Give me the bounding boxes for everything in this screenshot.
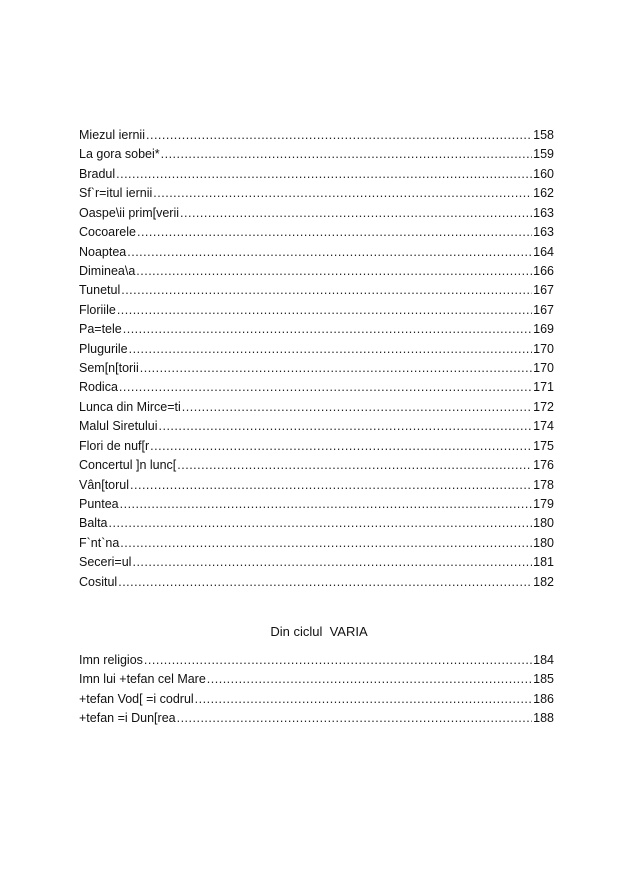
- dot-leader: [161, 145, 533, 164]
- dot-leader: [159, 417, 533, 436]
- dot-leader: [146, 126, 532, 145]
- dot-leader: [177, 709, 533, 728]
- toc-entry: [79, 301, 554, 320]
- dot-leader: [127, 243, 532, 262]
- dot-leader: [130, 476, 532, 495]
- toc-entry-page-number: 169: [533, 322, 554, 337]
- toc-entry: [79, 378, 554, 397]
- toc-entry-title: Imn lui +tefan cel Mare: [79, 672, 206, 687]
- toc-entry-title: Sf`r=itul iernii: [79, 186, 153, 201]
- toc-entry-page-number: 174: [533, 419, 554, 434]
- toc-entry-page-number: 178: [533, 477, 554, 492]
- toc-entry-page-number: 160: [533, 166, 554, 181]
- toc-entry-title: Puntea: [79, 497, 119, 512]
- table-of-contents: [79, 126, 554, 592]
- toc-entry: [79, 223, 554, 242]
- dot-leader: [136, 262, 532, 281]
- toc-entry-title: La gora sobei*: [79, 147, 160, 162]
- dot-leader: [121, 281, 532, 300]
- dot-leader: [116, 165, 532, 184]
- toc-entry: [79, 437, 554, 456]
- dot-leader: [180, 204, 532, 223]
- toc-entry: [79, 262, 554, 281]
- toc-entry-title: Oaspe\ii prim[verii: [79, 205, 180, 220]
- dot-leader: [144, 651, 532, 670]
- toc-entry: [79, 165, 554, 184]
- dot-leader: [182, 398, 532, 417]
- toc-entry-title: Sem[n[torii: [79, 361, 139, 376]
- dot-leader: [118, 573, 532, 592]
- toc-entry-title: +tefan =i Dun[rea: [79, 711, 176, 726]
- toc-entry-page-number: 181: [533, 555, 554, 570]
- toc-entry-page-number: 171: [533, 380, 554, 395]
- toc-entry-title: Diminea\a: [79, 263, 136, 278]
- toc-entry-page-number: 167: [533, 283, 554, 298]
- toc-entry-title: Seceri=ul: [79, 555, 132, 570]
- toc-entry: [79, 145, 554, 164]
- toc-entry-page-number: 180: [533, 516, 554, 531]
- toc-entry-title: +tefan Vod[ =i codrul: [79, 691, 194, 706]
- dot-leader: [129, 340, 533, 359]
- toc-entry-title: Floriile: [79, 302, 116, 317]
- toc-entry-page-number: 163: [533, 225, 554, 240]
- dot-leader: [140, 359, 532, 378]
- toc-entry-page-number: 176: [533, 458, 554, 473]
- toc-entry: [79, 553, 554, 572]
- toc-entry-title: Imn religios: [79, 653, 143, 667]
- toc-entry-title: Miezul iernii: [79, 128, 145, 142]
- toc-entry-page-number: 170: [533, 361, 554, 376]
- toc-entry-title: Vân[torul: [79, 477, 130, 492]
- varia-table-of-contents: [79, 651, 554, 729]
- toc-entry-page-number: 186: [533, 691, 554, 706]
- toc-entry-title: Plugurile: [79, 341, 128, 356]
- toc-entry: [79, 709, 554, 728]
- toc-entry: [79, 456, 554, 475]
- dot-leader: [117, 301, 532, 320]
- dot-leader: [150, 437, 532, 456]
- toc-entry: [79, 417, 554, 436]
- toc-entry-title: Noaptea: [79, 244, 127, 259]
- toc-entry: [79, 476, 554, 495]
- dot-leader: [153, 184, 532, 203]
- toc-entry-title: Pa=tele: [79, 322, 122, 337]
- toc-entry-page-number: 179: [533, 497, 554, 512]
- toc-entry-page-number: 172: [533, 399, 554, 414]
- toc-entry-title: Cocoarele: [79, 225, 136, 240]
- toc-entry-page-number: 170: [533, 341, 554, 356]
- toc-entry-page-number: 159: [533, 147, 554, 162]
- toc-entry: [79, 670, 554, 689]
- toc-entry: [79, 243, 554, 262]
- toc-entry-page-number: 188: [533, 711, 554, 726]
- dot-leader: [177, 456, 532, 475]
- toc-entry: [79, 495, 554, 514]
- toc-entry: [79, 514, 554, 533]
- toc-entry-title: F`nt`na: [79, 535, 120, 550]
- toc-entry-page-number: 175: [533, 438, 554, 453]
- dot-leader: [207, 670, 532, 689]
- section-heading: Din ciclul VARIA: [270, 624, 368, 639]
- dot-leader: [119, 378, 532, 397]
- toc-entry-title: Rodica: [79, 380, 118, 395]
- toc-entry: [79, 534, 554, 553]
- toc-entry-page-number: 163: [533, 205, 554, 220]
- toc-entry: [79, 126, 554, 145]
- dot-leader: [123, 320, 532, 339]
- toc-entry-title: Balta: [79, 516, 108, 531]
- toc-entry: [79, 340, 554, 359]
- toc-entry: [79, 690, 554, 709]
- dot-leader: [120, 534, 532, 553]
- dot-leader: [132, 553, 532, 572]
- toc-entry: [79, 204, 554, 223]
- dot-leader: [120, 495, 533, 514]
- toc-entry: [79, 651, 554, 670]
- dot-leader: [109, 514, 533, 533]
- dot-leader: [137, 223, 532, 242]
- toc-entry-page-number: 182: [533, 574, 554, 589]
- toc-entry-page-number: 166: [533, 263, 554, 278]
- toc-entry-title: Cositul: [79, 574, 118, 589]
- toc-entry-title: Malul Siretului: [79, 419, 158, 434]
- toc-entry: [79, 398, 554, 417]
- toc-entry-title: Tunetul: [79, 283, 121, 298]
- toc-entry-page-number: 180: [533, 535, 554, 550]
- toc-entry-page-number: 167: [533, 302, 554, 317]
- toc-entry: [79, 359, 554, 378]
- toc-entry-page-number: 164: [533, 244, 554, 259]
- toc-entry-page-number: 185: [533, 672, 554, 687]
- toc-entry: [79, 184, 554, 203]
- toc-entry-title: Lunca din Mirce=ti: [79, 399, 181, 414]
- toc-entry-page-number: 158: [533, 128, 554, 142]
- toc-entry: [79, 281, 554, 300]
- toc-entry-page-number: 162: [533, 186, 554, 201]
- toc-entry: [79, 320, 554, 339]
- toc-entry-page-number: 184: [533, 653, 554, 667]
- toc-entry-title: Concertul ]n lunc[: [79, 458, 177, 473]
- toc-entry: [79, 573, 554, 592]
- dot-leader: [195, 690, 532, 709]
- toc-entry-title: Flori de nuf[r: [79, 438, 150, 453]
- toc-entry-title: Bradul: [79, 166, 116, 181]
